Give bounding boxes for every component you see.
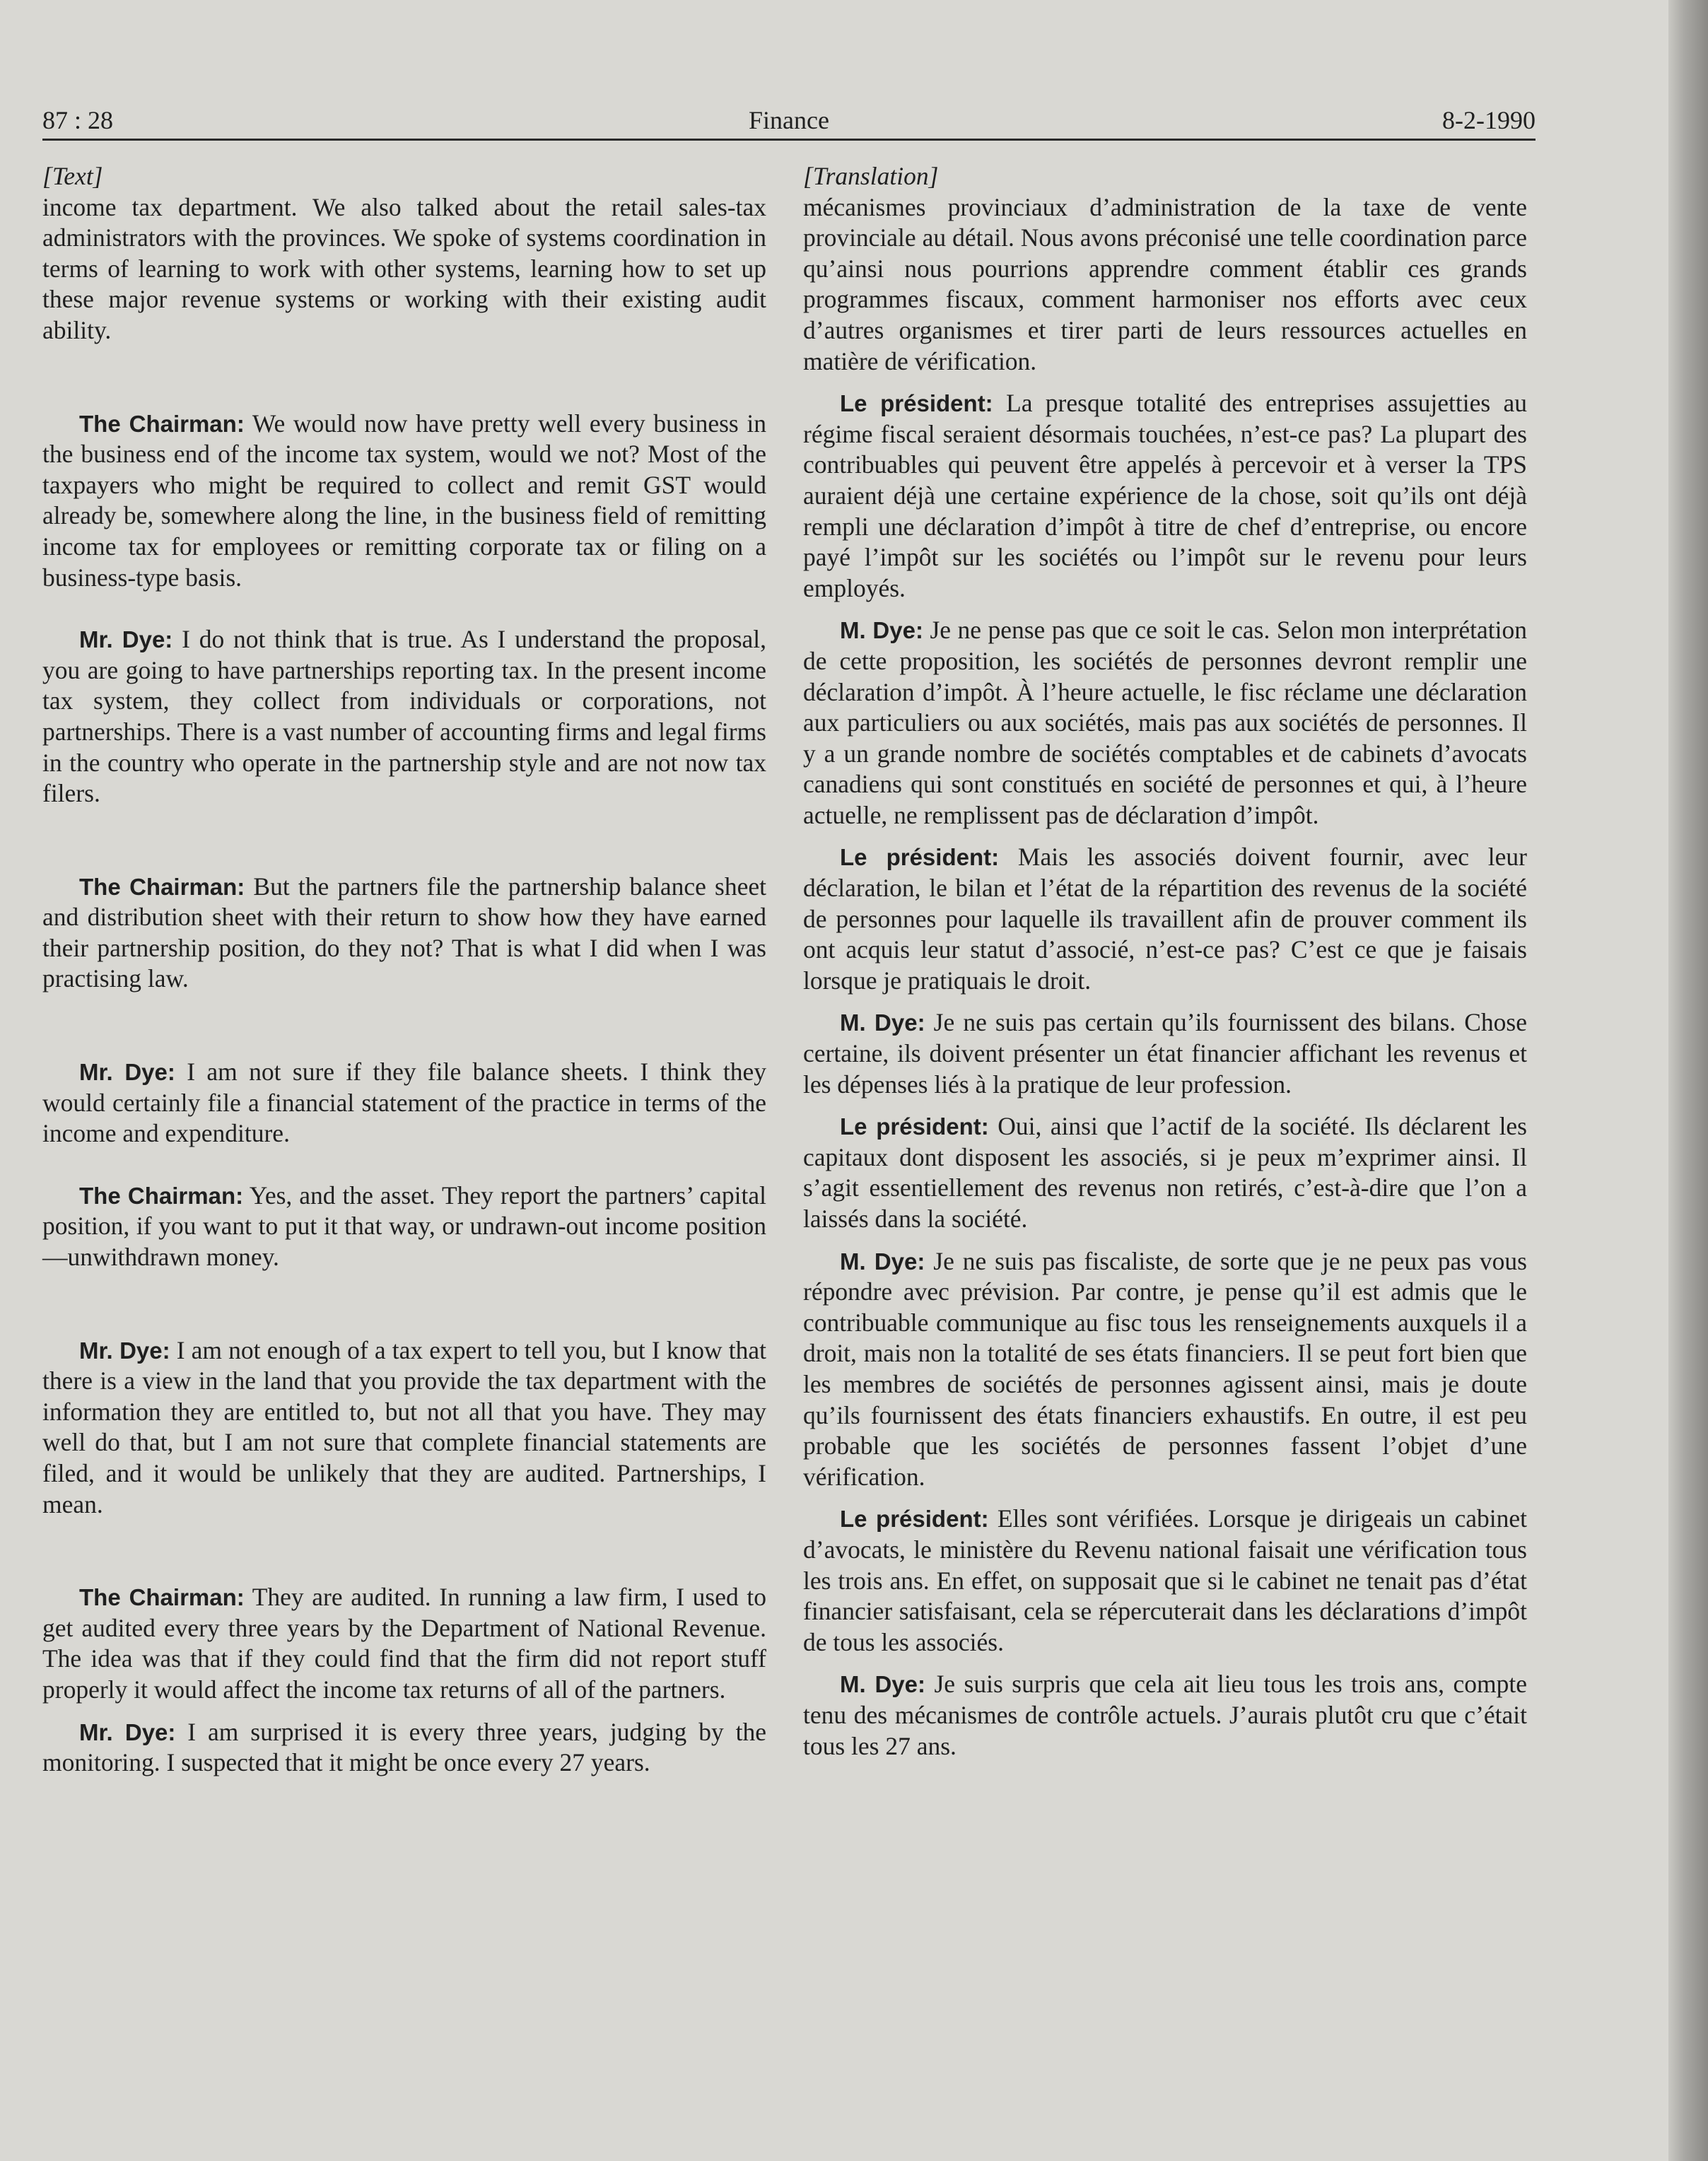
french-column	[803, 161, 1527, 1762]
paragraph-text: Mais les associés doivent fournir, avec leur déclaration, le bilan et l’état de la répartition des revenus de la société de personnes pour laquelle ils travaillent afin de prouver comment ils ont acquis leur statut d’associé, n’est-ce pas? C’est ce que je faisais lorsque je pratiquais le droit.	[803, 843, 1527, 995]
paragraph	[42, 409, 766, 594]
header-rule	[42, 139, 1536, 141]
speaker-label: The Chairman:	[79, 873, 245, 900]
speaker-label: Mr. Dye:	[79, 1059, 175, 1086]
paragraph	[803, 1504, 1527, 1658]
speaker-label: Le président:	[840, 1113, 989, 1140]
translation-tag: [Translation]	[803, 162, 939, 190]
speaker-label: M. Dye:	[840, 617, 923, 644]
page-header	[42, 100, 1536, 140]
speaker-label: The Chairman:	[79, 1584, 245, 1611]
paragraph-text: They are audited. In running a law firm, I used to get audited every three years by the Department of National Revenue. The idea was that if they could find that the firm did not report stuff properly it would affect the income tax returns of all of the partners.	[42, 1583, 766, 1704]
speaker-label: Le président:	[840, 844, 1000, 871]
paragraph-text: I do not think that is true. As I understand the proposal, you are going to have partnerships reporting tax. In the present income tax system, they collect from individuals or corporations, not partnerships. There is a vast number of accounting firms and legal firms in the country who operate in the partnership style and are not now tax filers.	[42, 625, 767, 808]
paragraph-text: Je ne suis pas certain qu’ils fournissent des bilans. Chose certaine, ils doivent présenter un état financier affichant les revenus et les dépenses liés à la pratique de leur profession.	[803, 1008, 1528, 1099]
paragraph	[803, 192, 1527, 377]
paragraph	[42, 192, 766, 346]
speaker-label: The Chairman:	[79, 410, 245, 437]
paragraph	[803, 842, 1527, 996]
paragraph	[803, 1246, 1527, 1493]
paragraph-text: I am not enough of a tax expert to tell you, but I know that there is a view in the land that you provide the tax department with the information they are entitled to, but not all that you have. They may well do that, but I am not sure that complete financial statements are filed, and it would be unlikely that they are audited. Partnerships, I mean.	[42, 1335, 766, 1518]
speaker-label: M. Dye:	[840, 1671, 925, 1698]
paragraph-text: Je ne suis pas fiscaliste, de sorte que je ne peux pas vous répondre avec prévision. Par contre, je pense qu’il est admis que le contribuable communique au fisc tous les renseignements auxquels il a droit, mais non la totalité de ses états financiers. Il se peut fort bien que les membres de sociétés de personnes agissent ainsi, mais je doute qu’ils fournissent des états financiers exhaustifs. En outre, il est peu probable que les sociétés de personnes fassent l’objet d’une vérification.	[803, 1246, 1527, 1491]
speaker-label: Mr. Dye:	[79, 1337, 170, 1364]
running-title: Finance	[749, 106, 829, 134]
paragraph-text: income tax department. We also talked about the retail sales-tax administrators with the provinces. We spoke of systems coordination in terms of learning to work with other systems, learning how to set up these major revenue systems or working with their existing audit ability.	[42, 192, 766, 344]
speaker-label: Le président:	[840, 1506, 989, 1533]
paragraph-text: Je suis surpris que cela ait lieu tous les trois ans, compte tenu des mécanismes de contrôle actuels. J’aurais plutôt cru que c’était tous les 27 ans.	[803, 1670, 1527, 1760]
paragraph-text: Je ne pense pas que ce soit le cas. Selon mon interprétation de cette proposition, les sociétés de personnes devront remplir une déclaration d’impôt. À l’heure actuelle, le fisc réclame une déclaration aux particuliers ou aux sociétés, mais pas aux sociétés de personnes. Il y a un grande nombre de sociétés comptables et de cabinets d’avocats canadiens qui sont constitués en société de personnes et qui, à l’heure actuelle, ne remplissent pas de déclaration d’impôt.	[803, 616, 1527, 829]
paragraph	[803, 1669, 1527, 1762]
paragraph	[42, 1181, 766, 1273]
speaker-label: The Chairman:	[79, 1182, 244, 1209]
header-date: 8-2-1990	[1442, 106, 1536, 134]
paragraph-text: I am not sure if they file balance sheets. I think they would certainly file a financial statement of the practice in terms of the income and expenditure.	[42, 1058, 767, 1148]
speaker-label: Mr. Dye:	[79, 626, 173, 653]
paragraph-text: We would now have pretty well every business in the business end of the income tax system, would we not? Most of the taxpayers who might be required to collect and remit GST would already be, somewhere along the line, in the business field of remitting income tax for employees or remitting corporate tax or filing on a business-type basis.	[42, 409, 766, 592]
paragraph-text: La presque totalité des entreprises assujetties au régime fiscal seraient désormais touchées, n’est-ce pas? La plupart des contribuables qui peuvent être appelés à percevoir et à verser la TPS auraient déjà une certaine expérience de la chose, soit qu’ils ont déjà rempli une déclaration d’impôt à titre de chef d’entreprise, ou encore payé l’impôt sur les sociétés ou l’impôt sur le revenu pour leurs employés.	[803, 389, 1527, 602]
page-number: 87 : 28	[42, 106, 114, 134]
paragraph	[42, 1717, 766, 1779]
paragraph	[803, 1111, 1527, 1234]
paragraph-text: mécanismes provinciaux d’administration de la taxe de vente provinciale au détail. Nous avons préconisé une telle coordination parce qu’ainsi nous pourrions apprendre comment établir ces grands programmes fiscaux, comment harmoniser nos efforts avec ceux d’autres organismes et tirer parti de leurs ressources actuelles en matière de vérification.	[803, 192, 1527, 375]
paragraph	[42, 1335, 766, 1521]
paragraph-text: Oui, ainsi que l’actif de la société. Ils déclarent les capitaux dont disposent les associés, si je peux m’exprimer ainsi. Il s’agit essentiellement des revenus non retirés, c’est-à-dire que l’on a laissés dans la société.	[803, 1112, 1528, 1233]
speaker-label: M. Dye:	[840, 1248, 925, 1275]
paragraph-text: But the partners file the partnership balance sheet and distribution sheet with their return to show how they have earned their partnership position, do they not? That is what I did when I was practising law.	[42, 872, 766, 993]
paragraph-text: I am surprised it is every three years, judging by the monitoring. I suspected that it might be once every 27 years.	[42, 1717, 766, 1777]
paragraph	[42, 1582, 766, 1705]
speaker-label: Mr. Dye:	[79, 1718, 176, 1745]
paragraph	[42, 872, 766, 995]
paragraph	[42, 624, 766, 809]
paragraph	[42, 1057, 766, 1149]
speaker-label: Le président:	[840, 390, 993, 417]
page-edge-shadow	[1668, 0, 1708, 2161]
english-column	[42, 161, 766, 1779]
speaker-label: M. Dye:	[840, 1009, 925, 1036]
paragraph-text: Yes, and the asset. They report the partners’ capital position, if you want to put it that way, or undrawn-out income position—unwithdrawn money.	[42, 1181, 766, 1272]
text-tag: [Text]	[42, 162, 103, 190]
paragraph	[803, 1007, 1527, 1100]
paragraph	[803, 388, 1527, 604]
paragraph-text: Elles sont vérifiées. Lorsque je dirigeais un cabinet d’avocats, le ministère du Revenu national faisait une vérification tous les trois ans. En effet, on supposait que si le cabinet ne tenait pas d’état financier satisfaisant, cela se répercuterait dans les déclarations d’impôt de tous les associés.	[803, 1504, 1527, 1656]
paragraph	[803, 615, 1527, 831]
